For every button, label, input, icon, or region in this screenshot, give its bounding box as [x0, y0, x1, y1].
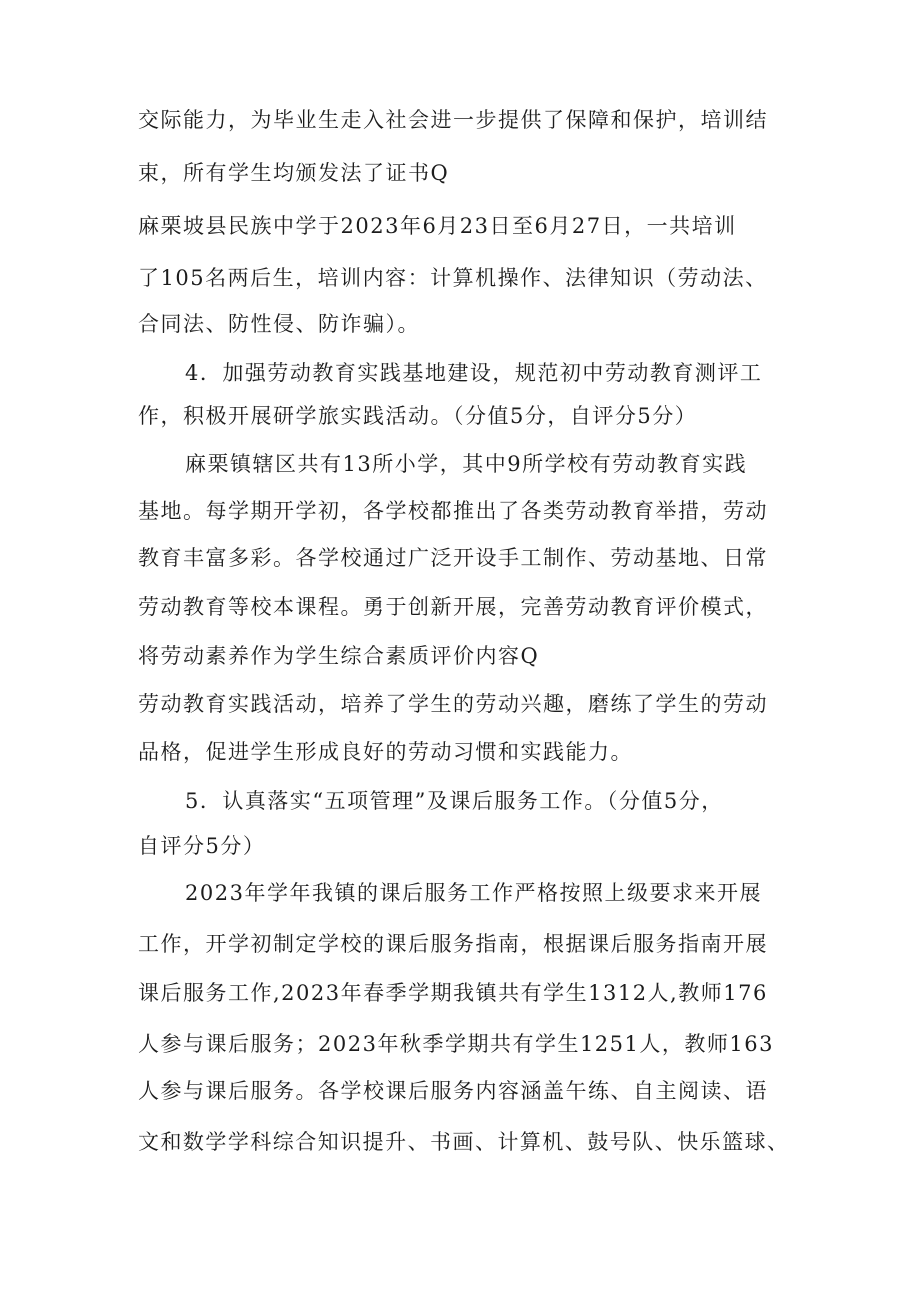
- text-line: 工作，开学初制定学校的课后服务指南，根据课后服务指南开展: [138, 932, 768, 956]
- text-line: 交际能力，为毕业生走入社会进一步提供了保障和保护，培训结: [138, 108, 768, 132]
- text-line: 束，所有学生均颁发法了证书Q: [138, 161, 450, 185]
- text-line: 教育丰富多彩。各学校通过广泛开设手工制作、劳动基地、日常: [138, 546, 768, 570]
- text-line: 作，积极开展研学旅实践活动。（分值5分，自评分5分）: [138, 404, 698, 428]
- section-heading: 4．加强劳动教育实践基地建设，规范初中劳动教育测评工: [185, 361, 763, 385]
- text-line: 自评分5分）: [138, 834, 266, 858]
- text-line: 人参与课后服务；2023年秋季学期共有学生1251人，教师163: [138, 1032, 774, 1056]
- text-line: 麻栗坡县民族中学于2023年6月23日至6月27日，一共培训: [138, 214, 737, 238]
- text-line: 基地。每学期开学初，各学校都推出了各类劳动教育举措，劳动: [138, 499, 768, 523]
- section-heading: 5．认真落实“五项管理”及课后服务工作。（分值5分，: [185, 789, 724, 813]
- text-line: 文和数学学科综合知识提升、书画、计算机、鼓号队、快乐篮球、: [138, 1130, 790, 1154]
- text-line: 将劳动素养作为学生综合素质评价内容Q: [138, 644, 540, 668]
- text-line: 劳动教育等校本课程。勇于创新开展，完善劳动教育评价模式，: [138, 595, 768, 619]
- text-line: 品格，促进学生形成良好的劳动习惯和实践能力。: [138, 740, 633, 764]
- paragraph-start: 麻栗镇辖区共有13所小学，其中9所学校有劳动教育实践: [185, 452, 748, 476]
- text-line: 课后服务工作,2023年春季学期我镇共有学生1312人,教师176: [138, 981, 768, 1005]
- text-line: 人参与课后服务。各学校课后服务内容涵盖午练、自主阅读、语: [138, 1079, 768, 1103]
- text-line: 劳动教育实践活动，培养了学生的劳动兴趣，磨练了学生的劳动: [138, 692, 768, 716]
- paragraph-start: 2023年学年我镇的课后服务工作严格按照上级要求来开展: [185, 881, 762, 905]
- text-line: 合同法、防性侵、防诈骗）。: [138, 312, 420, 336]
- text-line: 了105名两后生，培训内容：计算机操作、法律知识（劳动法、: [138, 266, 768, 290]
